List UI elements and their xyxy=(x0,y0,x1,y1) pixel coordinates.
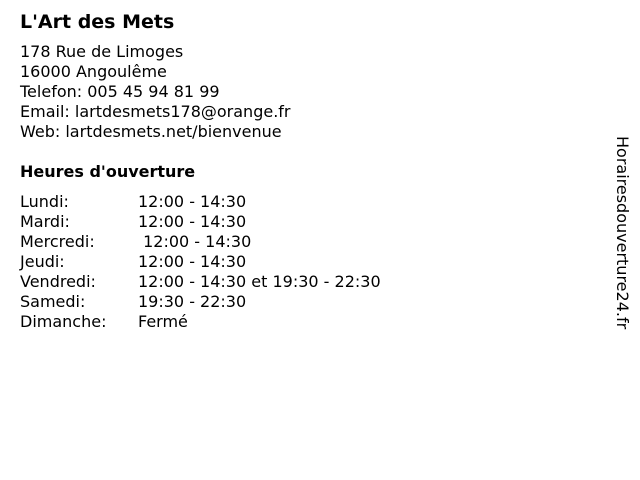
hours-day: Jeudi: xyxy=(20,252,65,271)
hours-row xyxy=(20,232,600,252)
hours-time: 12:00 - 14:30 xyxy=(138,252,247,271)
email-line: Email: lartdesmets178@orange.fr xyxy=(20,102,291,121)
hours-row xyxy=(20,252,600,272)
hours-time: 12:00 - 14:30 xyxy=(138,212,247,231)
hours-day: Vendredi: xyxy=(20,272,96,291)
hours-day: Samedi: xyxy=(20,292,86,311)
hours-row xyxy=(20,212,600,232)
watermark-text: Horairesdouverture24.fr xyxy=(613,136,632,330)
hours-time: 12:00 - 14:30 et 19:30 - 22:30 xyxy=(138,272,381,291)
phone-line: Telefon: 005 45 94 81 99 xyxy=(20,82,220,101)
site-watermark xyxy=(610,136,634,344)
business-card xyxy=(20,10,600,332)
hours-row xyxy=(20,192,600,212)
hours-time: Fermé xyxy=(138,312,188,331)
web-line: Web: lartdesmets.net/bienvenue xyxy=(20,122,282,141)
hours-time: 19:30 - 22:30 xyxy=(138,292,247,311)
hours-day: Mercredi: xyxy=(20,232,95,251)
hours-table xyxy=(20,192,600,332)
hours-row xyxy=(20,292,600,312)
hours-row xyxy=(20,312,600,332)
hours-day: Dimanche: xyxy=(20,312,107,331)
street-line: 178 Rue de Limoges xyxy=(20,42,184,61)
hours-day: Mardi: xyxy=(20,212,70,231)
city-line: 16000 Angoulême xyxy=(20,62,167,81)
hours-time: 12:00 - 14:30 xyxy=(138,192,247,211)
address-block xyxy=(20,42,600,142)
business-name: L'Art des Mets xyxy=(20,11,175,33)
hours-time: 12:00 - 14:30 xyxy=(138,232,252,251)
hours-heading: Heures d'ouverture xyxy=(20,162,196,181)
hours-day: Lundi: xyxy=(20,192,69,211)
hours-row xyxy=(20,272,600,292)
